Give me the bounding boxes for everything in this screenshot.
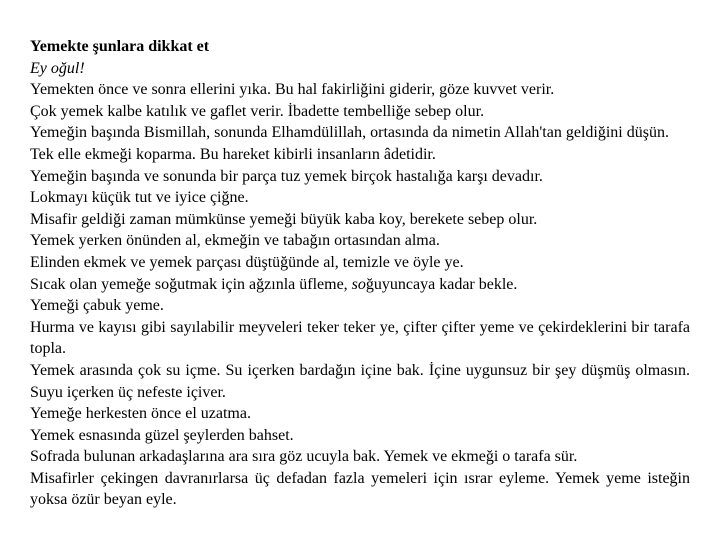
document-title: Yemekte şunlara dikkat et [30, 38, 210, 55]
paragraph-bread: Tek elle ekmeği koparma. Bu hareket kibirli insanların âdetidir. [30, 145, 436, 163]
paragraph-overeating: Çok yemek kalbe katılık ve gaflet verir. İbadette tembelliğe sebep olur. [30, 102, 485, 120]
paragraph-good-talk: Yemek esnasında güzel şeylerden bahset. [30, 426, 294, 444]
paragraph-table-friends: Sofrada bulunan arkadaşlarına ara sıra göz ucuyla bak. Yemek ve ekmeği o tarafa sür. [30, 448, 578, 466]
paragraph-dropped-food: Elinden ekmek ve yemek parçası düştüğünde al, temizle ve öyle ye. [30, 253, 464, 271]
document-page [30, 36, 690, 511]
paragraph-eat-from-front: Yemek yerken önünden al, ekmeğin ve tabağın ortasından alma. [30, 232, 440, 250]
paragraph-eat-slowly: Yemeği çabuk yeme. [30, 297, 164, 315]
paragraph-hand-washing: Yemekten önce ve sonra ellerini yıka. Bu hal fakirliğini giderir, göze kuvvet verir. [30, 81, 555, 99]
paragraph-small-bites: Lokmayı küçük tut ve iyice çiğne. [30, 189, 249, 207]
document-subtitle: Ey oğul! [30, 59, 85, 77]
hot-food-text-end: ğuyuncaya kadar bekle. [365, 275, 518, 293]
hot-food-text-start: Sıcak olan yemeğe soğutmak için ağzınla üfleme, [30, 275, 352, 293]
paragraph-bismillah: Yemeğin başında Bismillah, sonunda Elhamdülillah, ortasında da nimetin Allah'tan geldiğini düşün. [30, 124, 669, 142]
paragraph-guests-insist: Misafirler çekingen davranırlarsa üç defadan fazla yemeleri için ısrar eyleme. Yemek yeme isteğin yoksa özür beyan eyle. [30, 469, 690, 509]
paragraph-water: Yemek arasında çok su içme. Su içerken bardağın içine bak. İçine uygunsuz bir şey düşmüş olmasın. Suyu içerken üç nefeste içiver. [30, 361, 690, 401]
paragraph-fruits: Hurma ve kayısı gibi sayılabilir meyveleri teker teker ye, çifter çifter yeme ve çekirdeklerini bir tarafa topla. [30, 318, 690, 358]
paragraph-guest-dish: Misafir geldiği zaman mümkünse yemeği büyük kaba koy, berekete sebep olur. [30, 210, 538, 228]
paragraph-salt: Yemeğin başında ve sonunda bir parça tuz yemek birçok hastalığa karşı devadır. [30, 167, 543, 185]
hot-food-text-italic: so [351, 275, 366, 293]
paragraph-reach-first: Yemeğe herkesten önce el uzatma. [30, 405, 251, 423]
paragraph-hot-food [30, 274, 690, 296]
